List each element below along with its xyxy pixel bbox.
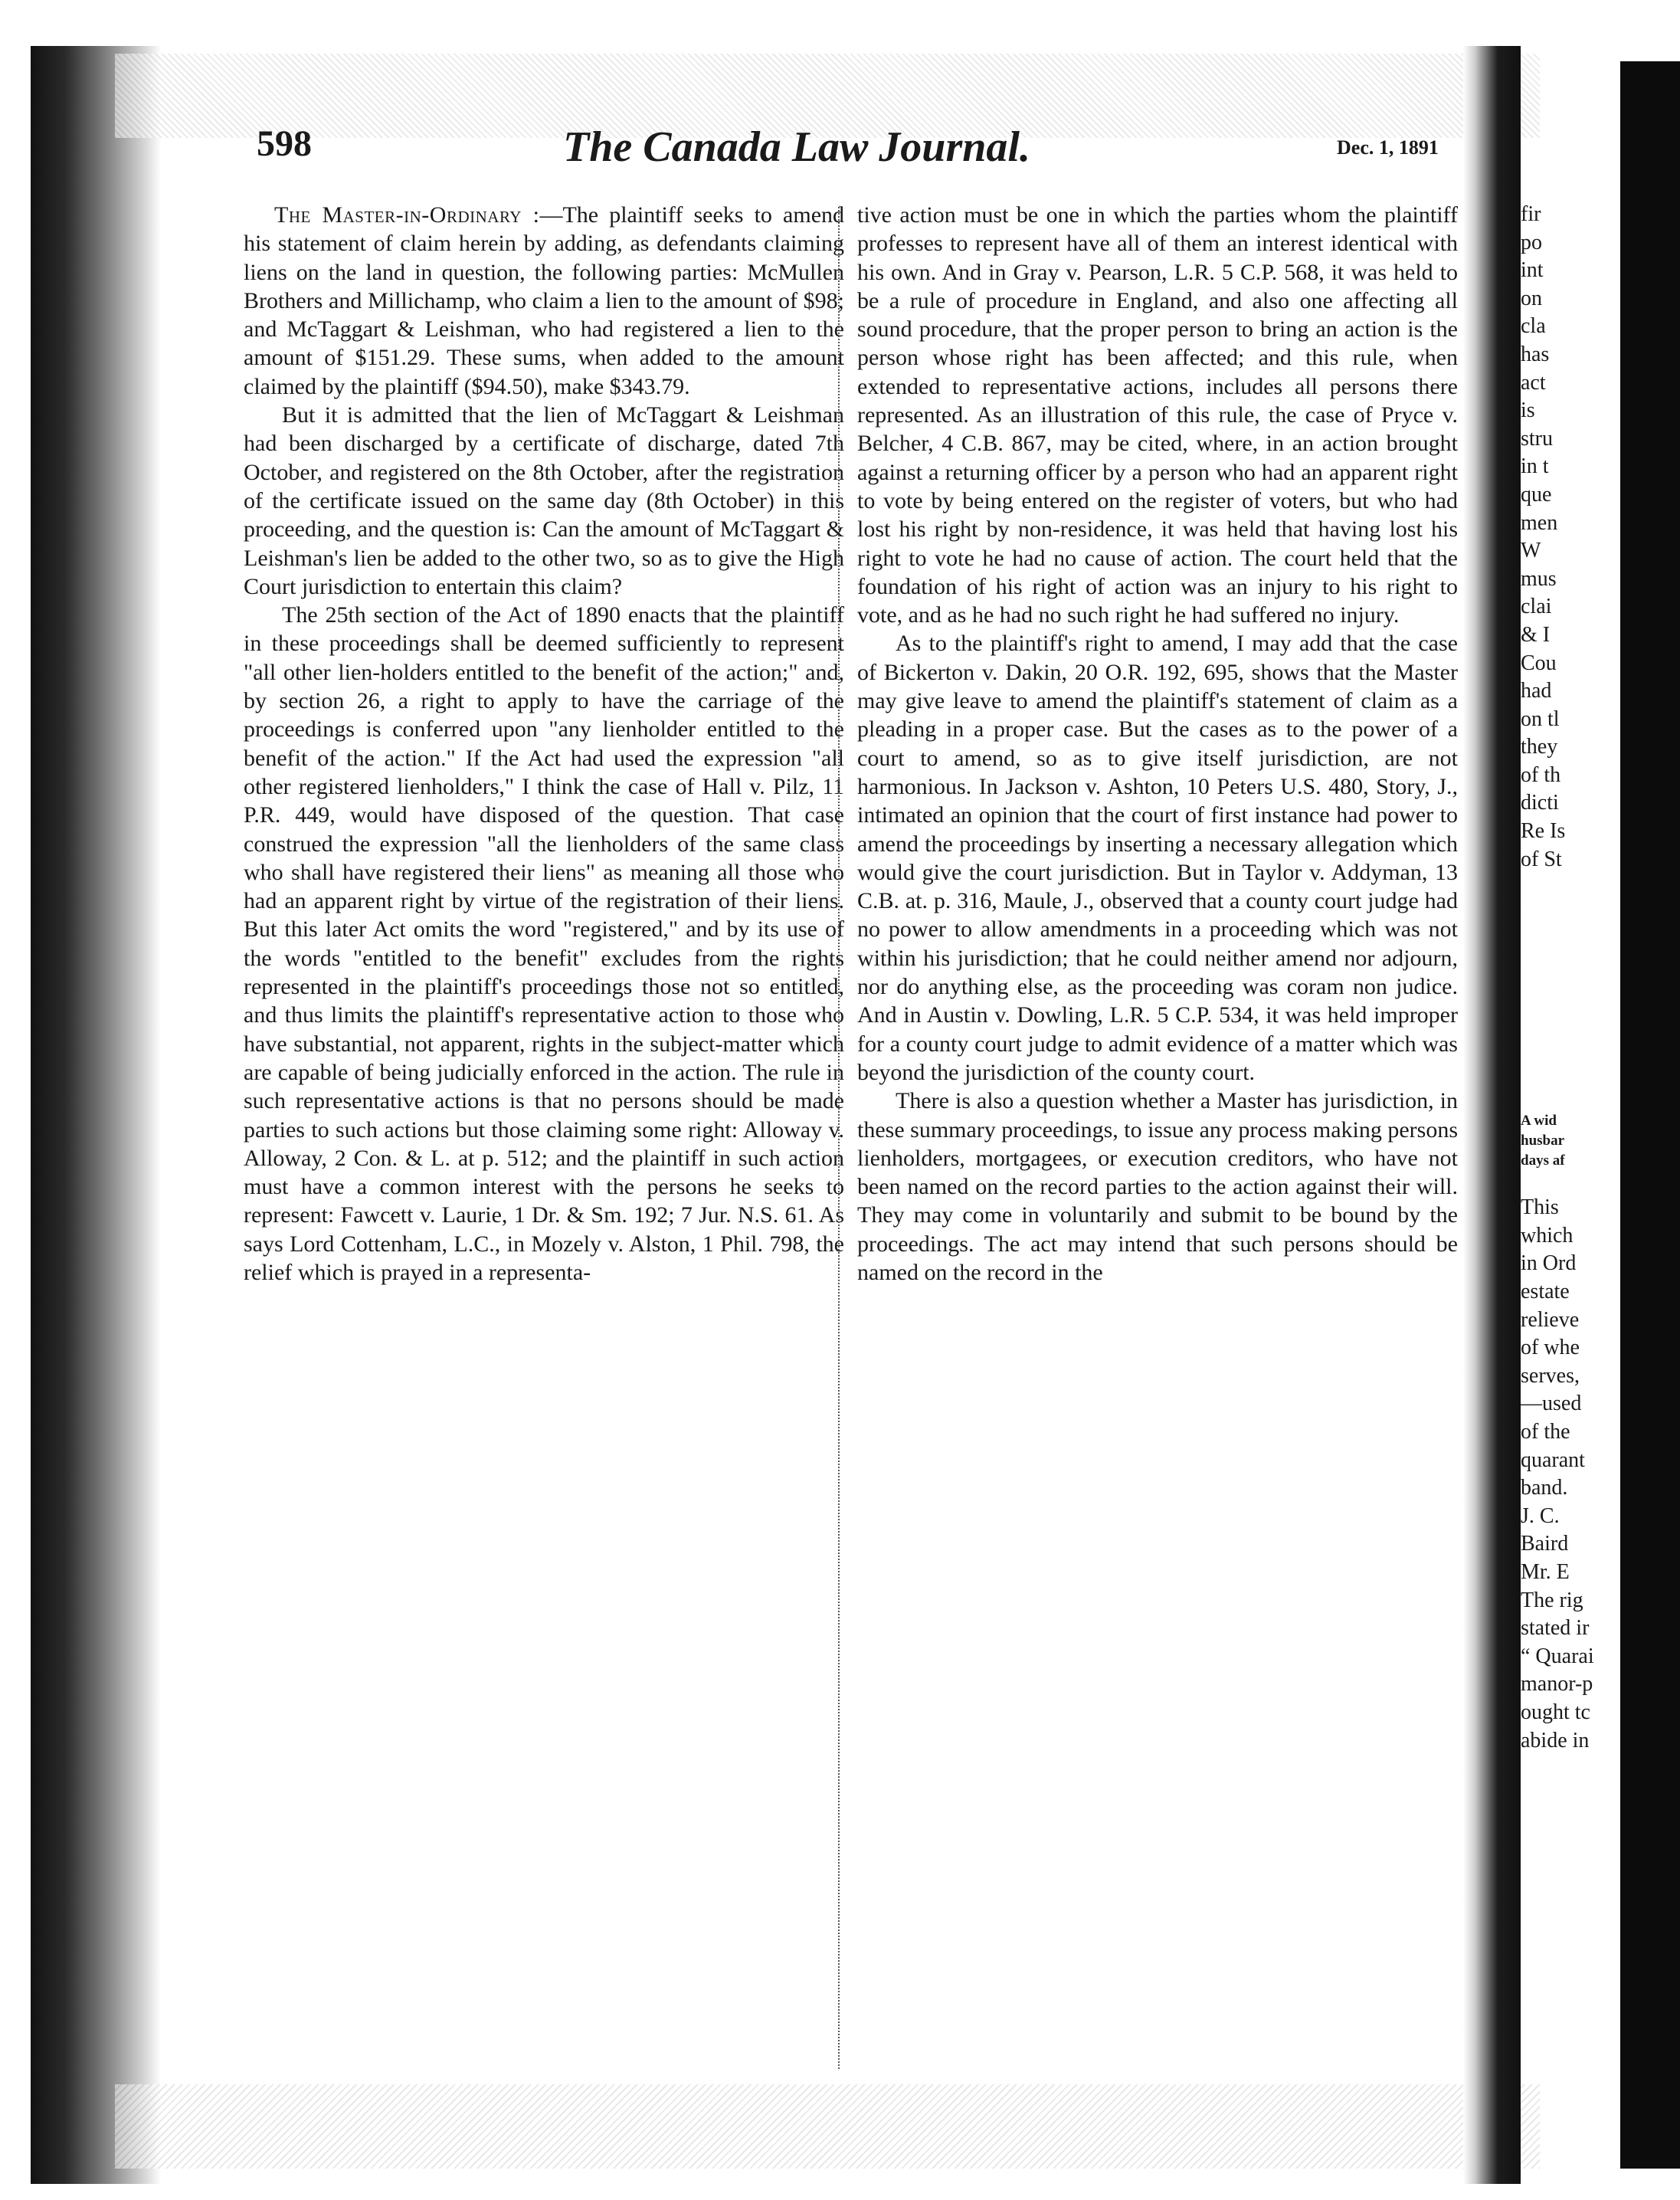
strip-line: “ Quarai [1521, 1644, 1594, 1668]
strip-line: days af [1521, 1152, 1565, 1169]
strip-line: The rig [1521, 1588, 1583, 1612]
strip-line: act [1521, 370, 1546, 395]
strip-line: This [1521, 1195, 1559, 1220]
strip-line: ought tc [1521, 1700, 1590, 1724]
strip-line: of whe [1521, 1336, 1580, 1360]
strip-line: int [1521, 258, 1544, 283]
strip-line: Baird [1521, 1532, 1569, 1556]
strip-line: is [1521, 398, 1535, 423]
strip-line: Re Is [1521, 819, 1566, 844]
issue-date: Dec. 1, 1891 [1337, 136, 1439, 159]
strip-line: cla [1521, 314, 1546, 339]
strip-line: stated ir [1521, 1616, 1590, 1641]
section-heading: The Master-in-Ordinary : [274, 202, 540, 228]
paragraph: As to the plaintiff's right to amend, I may add that the case of Bickerton v. Dakin, 20 O.R. 192, 695, shows that the Master may give leave to amend the plaintiff's statement of claim as a pleading in a proper case. But the cases as to the power of a court to amend, so as to give itself jurisdiction, are not harmonious. In Jackson v. Ashton, 10 Peters U.S. 480, Story, J., intimated an opinion that the court of first instance had power to amend the proceedings by inserting a necessary allegation which would give the court jurisdiction. But in Taylor v. Addyman, 13 C.B. at. p. 316, Maule, J., observed that a county court judge had no power to allow amendments in a proceeding which was not within his jurisdiction; that he could neither amend nor adjourn, nor do anything else, as the proceeding was coram non judice. And in Austin v. Dowling, L.R. 5 C.P. 534, it was held improper for a county court judge to admit evidence of a matter which was beyond the jurisdiction of the county court. [857, 631, 1458, 1085]
strip-block-top [1521, 201, 1619, 874]
strip-line: in Ord [1521, 1251, 1577, 1276]
strip-line: of the [1521, 1420, 1570, 1444]
strip-line: husbar [1521, 1133, 1565, 1149]
strip-line: manor-p [1521, 1672, 1593, 1697]
paragraph: tive action must be one in which the parties whom the plaintiff professes to represent have all of them an interest identical with his own. And in Gray v. Pearson, L.R. 5 C.P. 568, it was held to be a rule of procedure in England, and also one affecting all sound procedure, that the proper person to bring an action is the person whose right has been affected; and this rule, when extended to representative actions, includes all persons there represented. As an illustration of this rule, the case of Pryce v. Belcher, 4 C.B. 867, may be cited, where, in an action brought against a returning officer by a person who had an apparent right to vote by being entered on the register of voters, but who had lost his right by non-residence, it was held that having lost his right to vote he had no cause of action. The court held that the foundation of his right of action was an injury to his right to vote, and as he had no such right he had suffered no injury. [857, 202, 1458, 628]
scan-left-shadow [31, 46, 161, 2184]
strip-line: mus [1521, 566, 1557, 591]
strip-line: of St [1521, 847, 1562, 871]
strip-line: quarant [1521, 1448, 1585, 1472]
paragraph: But it is admitted that the lien of McTaggart & Leishman had been discharged by a certificate of discharge, dated 7th October, and registered on the 8th October, after the registration of the certificate issued on the same day (8th October) in this proceeding, and the question is: Can the amount of McTaggart & Leishman's lien be added to the other two, so as to give the High Court jurisdiction to entertain this claim? [244, 402, 844, 599]
strip-line: they [1521, 735, 1558, 759]
left-column [244, 201, 844, 2086]
scan-right-edge [1620, 61, 1680, 2169]
strip-block-note [1521, 1111, 1619, 1171]
strip-line: A wid [1521, 1113, 1557, 1130]
scan-noise-bottom [115, 2084, 1540, 2169]
strip-line: J. C. [1521, 1503, 1560, 1528]
strip-line: fir [1521, 202, 1541, 226]
strip-line: band. [1521, 1476, 1568, 1500]
strip-line: —used [1521, 1392, 1582, 1416]
strip-block-bottom [1521, 1194, 1619, 1755]
paragraph: There is also a question whether a Master has jurisdiction, in these summary proceedings, to issue any process making persons lienholders, mortgagees, or execution creditors, who have not been named on the record parties to the action against their will. They may come in voluntarily and submit to be bound by the proceedings. The act may intend that such persons should be named on the record in the [857, 1088, 1458, 1285]
strip-line: Mr. E [1521, 1559, 1570, 1584]
paragraph-text: —The plaintiff seeks to amend his statement of claim herein by adding, as defendants claiming liens on the land in question, the following parties: McMullen Brothers and Millichamp, who claim a lien to the amount of $98; and McTaggart & Leishman, who had registered a lien to the amount of $151.29. These sums, when added to the amount claimed by the plaintiff ($94.50), make $343.79. [244, 202, 845, 399]
strip-line: & I [1521, 622, 1551, 647]
strip-line: on tl [1521, 707, 1560, 731]
strip-line: had [1521, 679, 1552, 703]
paragraph [244, 201, 844, 401]
strip-line: clai [1521, 595, 1552, 619]
strip-line: W [1521, 539, 1541, 563]
strip-line: que [1521, 482, 1552, 507]
next-page-strip [1521, 201, 1619, 2086]
strip-line: Cou [1521, 651, 1557, 675]
book-spine-shadow [1463, 46, 1521, 2184]
strip-line: in t [1521, 454, 1549, 479]
strip-line: stru [1521, 426, 1553, 451]
strip-line: of th [1521, 762, 1561, 787]
journal-title: The Canada Law Journal. [563, 123, 1030, 171]
strip-line: which [1521, 1223, 1574, 1248]
strip-line: on [1521, 286, 1542, 310]
strip-line: relieve [1521, 1307, 1580, 1332]
page-number: 598 [257, 123, 312, 164]
strip-line: po [1521, 230, 1542, 254]
paragraph: The 25th section of the Act of 1890 enacts that the plaintiff in these proceedings shall be deemed sufficiently to represent "all other lien-holders entitled to the benefit of the action;" and, by section 26, a right to apply to have the carriage of the proceedings is conferred upon "any lienholder entitled to the benefit of the action." If the Act had used the expression "all other registered lienholders," I think the case of Hall v. Pilz, 11 P.R. 449, would have disposed of the question. That case construed the expression "all the lienholders of the same class who shall have registered their liens" as meaning all those who had an apparent right by virtue of the registration of their liens. But this later Act omits the word "registered," and by its use of the words "entitled to the benefit" excludes from the rights represented in the plaintiff's proceedings those not so entitled, and thus limits the plaintiff's representative action to those who have substantial, not apparent, rights in the subject-matter which are capable of being judicially enforced in the action. The rule in such representative actions is that no persons should be made parties to such actions but those claiming some right: Alloway v. Alloway, 2 Con. & L. at p. 512; and the plaintiff in such action must have a common interest with the persons he seeks to represent: Fawcett v. Laurie, 1 Dr. & Sm. 192; 7 Jur. N.S. 61. As says Lord Cottenham, L.C., in Mozely v. Alston, 1 Phil. 798, the relief which is prayed in a representa- [244, 602, 844, 1285]
strip-line: men [1521, 510, 1558, 535]
column-divider [838, 207, 840, 2069]
right-column [857, 201, 1458, 2086]
strip-line: estate [1521, 1280, 1570, 1304]
strip-line: dicti [1521, 791, 1559, 815]
strip-line: abide in [1521, 1728, 1590, 1752]
strip-line: serves, [1521, 1363, 1580, 1388]
strip-line: has [1521, 342, 1550, 366]
